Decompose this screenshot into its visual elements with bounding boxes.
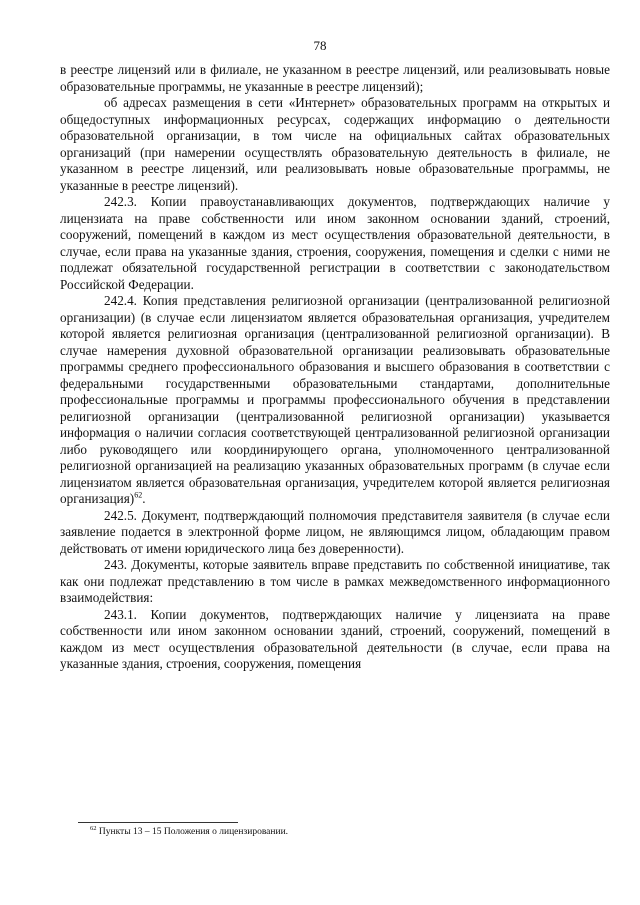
footnote-reference[interactable]: 62 bbox=[134, 490, 143, 500]
paragraph-continuation: в реестре лицензий или в филиале, не указанном в реестре лицензий, или реализовывать новые образовательные программы, не указанные в реестре лицензий); bbox=[60, 62, 610, 94]
paragraph-242-4-end: . bbox=[142, 491, 146, 506]
document-body bbox=[60, 62, 610, 673]
page-number: 78 bbox=[313, 38, 327, 53]
paragraph-internet-addresses: об адресах размещения в сети «Интернет» образовательных программ на открытых и общедоступных информационных ресурсах, содержащих информацию о деятельности образовательной организации, в том числе на официальных сайтах образовательных организаций (при намерении осуществлять образовательную деятельность в филиале, не указанном в реестре лицензий, или реализовывать новые образовательные программы, не указанные в реестре лицензий). bbox=[60, 95, 610, 193]
footnote-mark: 62 bbox=[90, 824, 97, 832]
paragraph-242-4-text: 242.4. Копия представления религиозной организации (централизованной религиозной организации) (в случае если лицензиатом является образовательная организация, учредителем которой является религиозная организация (централизованной религиозной организации). В случае намерения духовной образовательной организации реализовывать образовательные программы среднего профессионального образования и высшего образования в соответствии с федеральными государственными образовательными стандартами, дополнительные профессиональные программы и программы профессионального обучения в представлении религиозной организации (централизованной религиозной организации) указывается информация о наличии согласия соответствующей централизованной религиозной организации либо руководящего или координирующего органа, уполномоченного централизованной религиозной организацией на реализацию указанных образовательных программ (в случае если лицензиатом является образовательная организация, учредителем которой является религиозная организация) bbox=[60, 293, 610, 506]
footnote-text: Пункты 13 – 15 Положения о лицензировании. bbox=[96, 827, 289, 837]
paragraph-242-5: 242.5. Документ, подтверждающий полномочия представителя заявителя (в случае если заявление подается в электронной форме лицом, не являющимся лицом, обладающим правом действовать от имени юридического лица без доверенности). bbox=[60, 507, 610, 556]
footnote-divider bbox=[78, 822, 238, 823]
paragraph-243-1: 243.1. Копии документов, подтверждающих наличие у лицензиата на праве собственности или ином законном основании зданий, строений, сооружений, помещений в каждом из мест осуществления образовательной деятельности (в случае, если права на указанные здания, строения, сооружения, помещения bbox=[60, 606, 610, 671]
paragraph-242-4 bbox=[60, 293, 610, 508]
paragraph-242-3: 242.3. Копии правоустанавливающих документов, подтверждающих наличие у лицензиата на праве собственности или ином законном основании зданий, строений, сооружений, помещений в каждом из мест осуществления образовательной деятельности, в случае, если права на указанные здания, строения, сооружения, помещения и сделки с ними не подлежат обязательной государственной регистрации в соответствии с законодательством Российской Федерации. bbox=[60, 194, 610, 292]
paragraph-243: 243. Документы, которые заявитель вправе представить по собственной инициативе, так как они подлежат представлению в том числе в рамках межведомственного информационного взаимодействия: bbox=[60, 557, 610, 605]
footnote bbox=[90, 826, 610, 838]
